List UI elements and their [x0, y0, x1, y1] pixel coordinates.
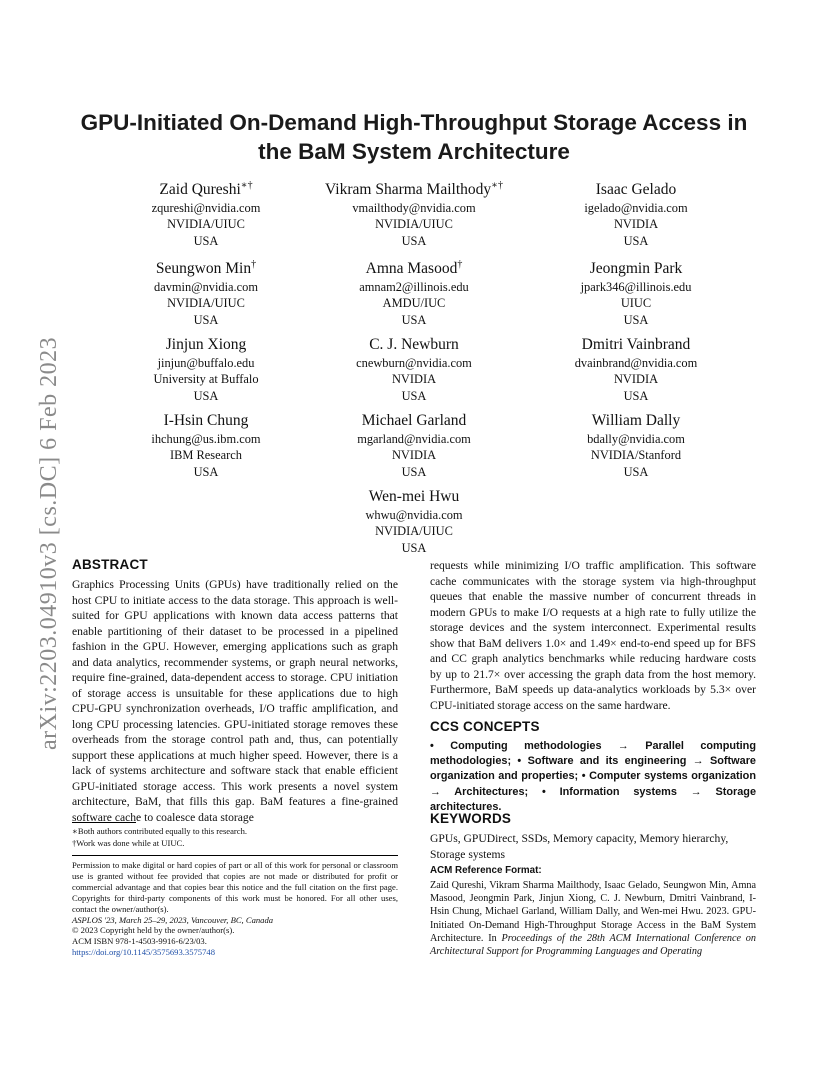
author-name: Vikram Sharma Mailthody∗†: [325, 180, 503, 199]
author-email: igelado@nvidia.com: [584, 201, 688, 216]
author-name: Zaid Qureshi∗†: [159, 180, 253, 199]
author-affiliation: NVIDIA/UIUC: [375, 217, 453, 232]
author-affiliation: NVIDIA: [391, 372, 437, 387]
author-block: [516, 176, 756, 249]
author-affiliation: IBM Research: [170, 448, 242, 463]
doi-link[interactable]: https://doi.org/10.1145/3575693.3575748: [72, 947, 215, 958]
footnote-uiuc: †Work was done while at UIUC.: [72, 838, 185, 848]
author-email: jpark346@illinois.edu: [580, 280, 692, 295]
author-block: [516, 255, 756, 328]
author-name: C. J. Newburn: [369, 336, 459, 354]
acm-reference-text: [430, 879, 756, 958]
author-affiliation: AMDU/IUC: [382, 296, 446, 311]
author-name: Jinjun Xiong: [165, 336, 247, 354]
author-country: USA: [401, 464, 427, 479]
permission-notice: Permission to make digital or hard copies of part or all of this work for personal or classroom use is granted without fee provided that copies are not made or distributed for profit or commercial advantage and that copies bear this notice and the full citation on the first page. Copyrights for third-party components of this work must be honored. For all other uses, contact the owner/author(s).: [72, 860, 398, 914]
ccs-concepts-text: • Computing methodologies → Parallel computing methodologies; • Software and its engineering → Software organization and properties; • Computer systems organization → Architectures; • Information systems → Storage architectures.: [430, 740, 756, 813]
title-line-2: the BaM System Architecture: [258, 139, 570, 164]
keywords-text: GPUs, GPUDirect, SSDs, Memory capacity, Memory hierarchy, Storage systems: [430, 832, 729, 861]
author-country: USA: [193, 464, 219, 479]
author-block: [86, 331, 326, 404]
arxiv-side-stamp: [0, 0, 60, 1072]
author-block: [294, 483, 534, 556]
abstract-text-left: Graphics Processing Units (GPUs) have traditionally relied on the host CPU to initiate access to the data storage. This approach is well-suited for GPU applications with known data access patterns that enable partitioning of their dataset to be processed in a pipelined fashion in the GPU. However, emerging applications such as graph and data analytics, recommender systems, or graph neural networks, require fine-grained, data-dependent access to storage. CPU initiation of storage access is unsuitable for these applications due to high CPU-GPU synchronization overheads, I/O traffic amplification, and long CPU processing latencies. GPU-initiated storage removes these overheads from the storage control path and, thus, can potentially support these applications at much higher speed. However, there is a lack of systems architecture and software stack that enable efficient GPU-initiated storage access. This work presents a novel system architecture, BaM, that fills this gap. BaM features a fine-grained software cache to coalesce data storage: [72, 578, 398, 824]
author-email: vmailthody@nvidia.com: [352, 201, 476, 216]
author-block: [516, 331, 756, 404]
author-email: whwu@nvidia.com: [365, 508, 463, 523]
acm-reference-heading: ACM Reference Format:: [430, 865, 542, 876]
author-email: zqureshi@nvidia.com: [151, 201, 261, 216]
author-affiliation: UIUC: [620, 296, 652, 311]
author-block: [294, 407, 534, 480]
reference-venue: Proceedings of the 28th ACM International Conference on Architectural Support for Programming Languages and Operating: [430, 932, 756, 958]
author-country: USA: [193, 312, 219, 327]
abstract-text-right: requests while minimizing I/O traffic amplification. This software cache communicates with the storage system via high-throughput queues that enable the massive number of concurrent threads in modern GPUs to make I/O requests at a high rate to fully utilize the storage devices and the system interconnect. Experimental results show that BaM delivers 1.0× and 1.49× end-to-end speed up for BFS and CC graph analytics benchmarks while reducing hardware costs by up to 21.7× over accessing the graph data from the host memory. Furthermore, BaM speeds up data-analytics workloads by 5.3× over CPU-initiated storage access on the same hardware.: [430, 559, 756, 712]
reference-authors: Zaid Qureshi, Vikram Sharma Mailthody, Isaac Gelado, Seungwon Min, Amna Masood, Jeongmin Park, Jinjun Xiong, C. J. Newburn, Dmitri Vainbrand, I-Hsin Chung, Michael Garland, William Dally, and Wen-mei Hwu. 2023. GPU-Initiated On-Demand High-Throughput Storage Access in the BaM System Architecture. In: [430, 880, 756, 944]
author-country: USA: [401, 312, 427, 327]
author-country: USA: [401, 540, 427, 555]
author-name: Dmitri Vainbrand: [581, 336, 691, 354]
keywords-heading: KEYWORDS: [430, 811, 512, 826]
author-name: Michael Garland: [361, 412, 467, 430]
ccs-heading: CCS CONCEPTS: [430, 719, 540, 734]
author-country: USA: [193, 388, 219, 403]
author-country: USA: [623, 312, 649, 327]
footnote-equal-contribution: ∗Both authors contributed equally to this research.: [72, 826, 248, 836]
author-affiliation: University at Buffalo: [153, 372, 259, 387]
copyright-line: © 2023 Copyright held by the owner/author(s).: [72, 925, 235, 936]
author-email: mgarland@nvidia.com: [357, 432, 471, 447]
author-country: USA: [193, 233, 219, 248]
author-email: dvainbrand@nvidia.com: [574, 356, 698, 371]
author-name: Seungwon Min†: [155, 259, 257, 278]
author-name: Jeongmin Park: [589, 260, 683, 278]
permission-block: [72, 860, 398, 958]
author-name: Wen-mei Hwu: [368, 488, 460, 506]
author-block: [294, 255, 534, 328]
conference-venue: ASPLOS '23, March 25–29, 2023, Vancouver, BC, Canada: [72, 914, 274, 925]
author-email: jinjun@buffalo.edu: [157, 356, 255, 371]
author-email: davmin@nvidia.com: [154, 280, 258, 295]
paper-title: [70, 108, 758, 166]
author-affiliation: NVIDIA/UIUC: [167, 217, 245, 232]
author-affiliation: NVIDIA: [391, 448, 437, 463]
author-country: USA: [623, 233, 649, 248]
author-block: [86, 407, 326, 480]
permission-rule: [72, 855, 398, 856]
author-block: [86, 176, 326, 249]
footnote-rule: [72, 822, 136, 823]
author-affiliation: NVIDIA: [613, 217, 659, 232]
title-line-1: GPU-Initiated On-Demand High-Throughput Storage Access in: [80, 110, 748, 135]
abstract-heading: ABSTRACT: [72, 557, 148, 572]
author-country: USA: [401, 388, 427, 403]
author-affiliation: NVIDIA/Stanford: [590, 448, 682, 463]
author-email: bdally@nvidia.com: [587, 432, 685, 447]
isbn-line: ACM ISBN 978-1-4503-9916-6/23/03.: [72, 936, 207, 947]
author-email: amnam2@illinois.edu: [359, 280, 469, 295]
author-affiliation: NVIDIA/UIUC: [167, 296, 245, 311]
author-block: [294, 331, 534, 404]
author-name: Amna Masood†: [365, 259, 463, 278]
author-affiliation: NVIDIA/UIUC: [375, 524, 453, 539]
author-email: ihchung@us.ibm.com: [151, 432, 261, 447]
author-country: USA: [623, 388, 649, 403]
author-block: [294, 176, 534, 249]
arxiv-identifier: arXiv:2203.04910v3 [cs.DC] 6 Feb 2023: [36, 336, 62, 750]
author-name: William Dally: [591, 412, 681, 430]
author-name: I-Hsin Chung: [163, 412, 249, 430]
author-country: USA: [401, 233, 427, 248]
author-affiliation: NVIDIA: [613, 372, 659, 387]
author-country: USA: [623, 464, 649, 479]
author-email: cnewburn@nvidia.com: [356, 356, 472, 371]
author-name: Isaac Gelado: [595, 181, 677, 199]
author-block: [86, 255, 326, 328]
author-block: [516, 407, 756, 480]
